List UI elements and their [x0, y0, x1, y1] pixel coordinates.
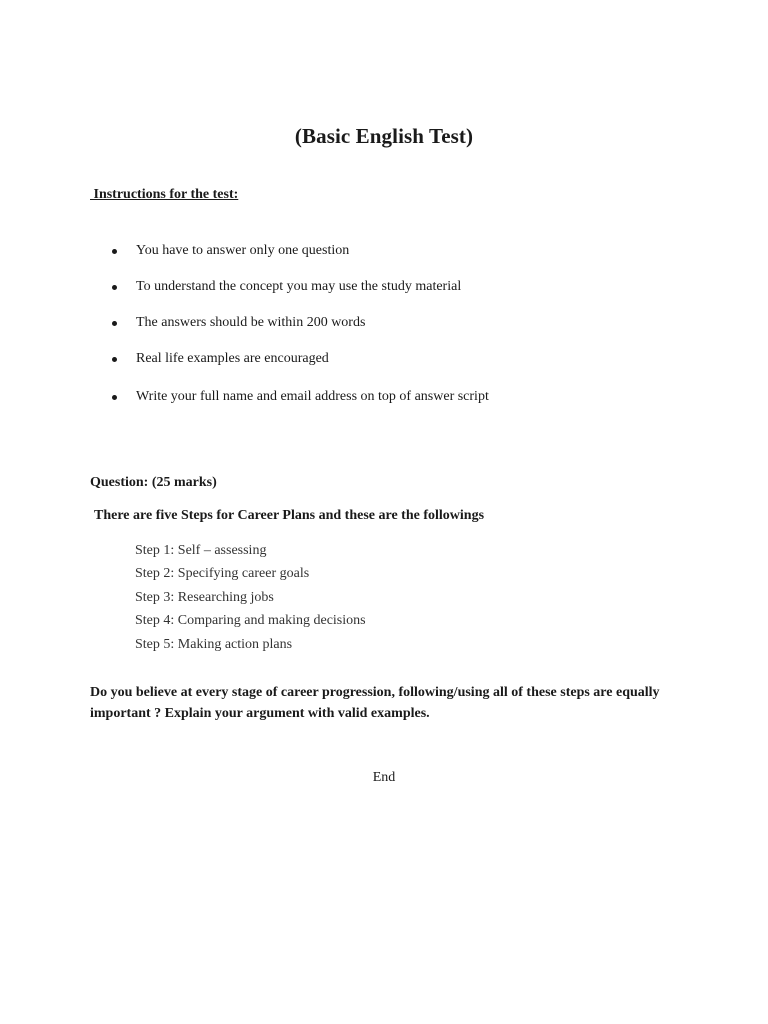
step-item: Step 3: Researching jobs	[135, 590, 274, 605]
instruction-text: You have to answer only one question	[136, 243, 350, 258]
instruction-text: Real life examples are encouraged	[136, 351, 329, 366]
bullet-icon	[112, 321, 117, 326]
instruction-text: The answers should be within 200 words	[136, 315, 366, 330]
bullet-icon	[112, 357, 117, 362]
steps-intro: There are five Steps for Career Plans and these are the followings	[94, 508, 485, 523]
bullet-icon	[112, 249, 117, 254]
document-title: (Basic English Test)	[294, 124, 474, 148]
instruction-text: Write your full name and email address on top of answer script	[136, 389, 489, 404]
bullet-icon	[112, 285, 117, 290]
instructions-heading: Instructions for the test:	[90, 187, 239, 202]
bullet-icon	[112, 395, 117, 400]
question-prompt: Do you believe at every stage of career progression, following/using all of these steps are equally important ? Explain your argument with valid examples.	[90, 685, 660, 721]
end-marker: End	[372, 770, 396, 785]
question-heading: Question: (25 marks)	[90, 475, 217, 490]
instruction-text: To understand the concept you may use the study material	[136, 279, 462, 294]
step-item: Step 5: Making action plans	[135, 637, 293, 652]
step-item: Step 4: Comparing and making decisions	[135, 613, 366, 628]
step-item: Step 1: Self – assessing	[135, 543, 267, 558]
step-item: Step 2: Specifying career goals	[135, 566, 310, 581]
